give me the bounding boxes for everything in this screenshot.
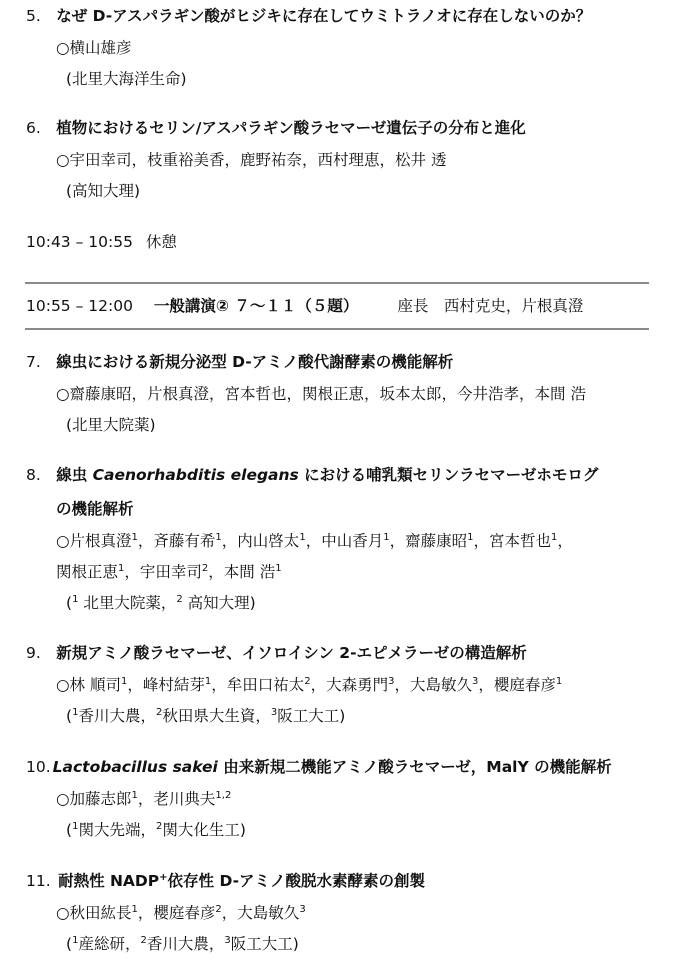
affil-sup: 1 (72, 820, 79, 832)
entry-affiliation: (高知大理) (66, 182, 141, 200)
author-name: ，大森勇門 (310, 676, 389, 694)
entry-authors-line1 (56, 531, 573, 551)
entry-title-species: Caenorhabditis elegans (92, 466, 299, 484)
affil-sup: 2 (155, 706, 163, 718)
author-name: ，峰村結芽 (127, 676, 205, 694)
entry-title-text: なぜ D-アスパラギン酸がヒジキに存在してウミトラノオに存在しないのか？ (56, 7, 592, 25)
entry-title (26, 118, 526, 138)
author-name: ，大島敏久 (221, 904, 300, 922)
entry-title-post: 依存性 D-アミノ酸脱水素酵素の創製 (167, 872, 426, 890)
author-sup: 1 (550, 531, 558, 543)
session-chair: 座長 西村克史，片根真澄 (397, 297, 584, 315)
entry-authors-line2 (56, 562, 282, 582)
entry-title-pre: 耐熱性 NADP (58, 872, 160, 890)
affil-text: 産総研， (78, 935, 141, 953)
author-sup: 1 (299, 531, 306, 543)
entry-title-pre: 線虫 (56, 466, 93, 484)
entry-affiliation (66, 706, 345, 726)
entry-title-line2: の機能解析 (56, 500, 134, 518)
affil-sup: 1 (72, 706, 79, 718)
entry-affiliation: (北里大院薬) (66, 416, 156, 434)
author-name: ○加藤志郎 (56, 790, 132, 808)
session-time: 10:55 – 12:00 (26, 297, 133, 315)
entry-authors (56, 675, 562, 695)
affil-sup: 1 (72, 593, 79, 605)
entry-number: 7. (26, 353, 41, 371)
author-name: ，宇田幸司 (124, 563, 202, 581)
author-name: ，本間 浩 (208, 563, 276, 581)
affil-sup: 2 (140, 934, 147, 946)
author-name: ，中山香月 (305, 532, 384, 550)
session-rule-top (25, 282, 649, 284)
author-name: ，宮本哲也 (473, 532, 551, 550)
author-sup: 1 (131, 531, 138, 543)
author-sup: 1 (131, 789, 138, 801)
author-sup: 1 (131, 903, 138, 915)
author-sup: 1 (383, 531, 390, 543)
entry-title-text: 植物におけるセリン/アスパラギン酸ラセマーゼ遺伝子の分布と進化 (56, 119, 526, 137)
author-sup: 2 (201, 562, 209, 574)
author-name: ，斉藤有希 (137, 532, 216, 550)
author-name: ，牟田口祐太 (211, 676, 305, 694)
entry-title-post: 由来新規二機能アミノ酸ラセマーゼ，MalY の機能解析 (217, 758, 612, 776)
author-sup: 1 (467, 531, 474, 543)
entry-title (26, 465, 598, 485)
author-sup: 1 (120, 675, 128, 687)
break-row (26, 232, 177, 252)
affil-paren: ( (66, 594, 73, 612)
session-name: 一般講演② ７～１１（５題） (153, 297, 359, 315)
affil-sup: 3 (270, 706, 278, 718)
author-sup: 3 (388, 675, 395, 687)
entry-title (26, 871, 425, 891)
author-name: ，老川典夫 (137, 790, 216, 808)
session-header (26, 296, 583, 316)
entry-authors: ○齋藤康昭，片根真澄，宮本哲也，関根正恵，坂本太郎，今井浩孝，本間 浩 (56, 385, 586, 403)
author-name: ，大島敏久 (394, 676, 473, 694)
affil-sup: 2 (155, 820, 163, 832)
author-name: ，齋藤康昭 (389, 532, 468, 550)
entry-authors (56, 903, 306, 923)
affil-paren: ( (66, 707, 73, 725)
author-name: ○秋田紘長 (56, 904, 132, 922)
entry-title-text: 新規アミノ酸ラセマーゼ、イソロイシン 2-エピメラーゼの構造解析 (56, 644, 527, 662)
author-name: 関根正恵 (56, 563, 119, 581)
break-time: 10:43 – 10:55 (26, 233, 133, 251)
author-name: ，櫻庭春彦 (137, 904, 216, 922)
entry-affiliation (66, 934, 299, 954)
author-sup: 1,2 (215, 789, 232, 801)
break-label: 休憩 (145, 233, 177, 251)
author-sup: 3 (472, 675, 479, 687)
affil-sup: 1 (72, 934, 79, 946)
author-sup: 3 (299, 903, 306, 915)
affil-text: 関大化生工) (162, 821, 246, 839)
affil-paren: ( (66, 935, 73, 953)
affil-text: 阪工大工) (230, 935, 299, 953)
session-rule-bottom (25, 328, 649, 330)
affil-text: 秋田県大生資， (162, 707, 271, 725)
entry-title (26, 757, 612, 777)
affil-sup: 2 (176, 593, 183, 605)
entry-authors: ○横山雄彦 (56, 39, 132, 57)
entry-authors: ○宇田幸司，枝重裕美香，鹿野祐奈，西村理恵，松井 透 (56, 151, 447, 169)
entry-number: 5. (26, 7, 41, 25)
author-name: ○片根真澄 (56, 532, 132, 550)
entry-affiliation (66, 820, 246, 840)
author-sup: 1 (215, 531, 222, 543)
affil-text: 阪工大工) (277, 707, 346, 725)
entry-title-text: 線虫における新規分泌型 D-アミノ酸代謝酵素の機能解析 (56, 353, 454, 371)
affil-text: 香川大農， (146, 935, 225, 953)
author-sup: 2 (304, 675, 311, 687)
author-sup: 1 (555, 675, 563, 687)
entry-title (26, 6, 591, 26)
entry-authors (56, 789, 231, 809)
entry-number: 10. (26, 758, 51, 776)
author-sup: 1 (118, 562, 125, 574)
affil-text: 香川大農， (78, 707, 156, 725)
entry-number: 8. (26, 466, 41, 484)
entry-number: 9. (26, 644, 41, 662)
affil-paren: ( (66, 821, 73, 839)
entry-affiliation: (北里大海洋生命) (66, 70, 187, 88)
author-name: ，櫻庭春彦 (478, 676, 556, 694)
author-sup: 2 (215, 903, 222, 915)
author-sup: 1 (204, 675, 212, 687)
entry-title (26, 643, 527, 663)
entry-affiliation (66, 593, 256, 613)
entry-title-sup: + (159, 871, 168, 883)
author-sep: ， (557, 532, 573, 550)
entry-title (26, 352, 453, 372)
author-name: ○林 順司 (56, 676, 121, 694)
affil-text: 関大先端， (78, 821, 156, 839)
entry-number: 11. (26, 872, 51, 890)
author-name: ，内山啓太 (221, 532, 300, 550)
affil-sup: 3 (224, 934, 231, 946)
entry-title-species: Lactobacillus sakei (52, 758, 218, 776)
entry-title-post: における哺乳類セリンラセマーゼホモログ (298, 466, 599, 484)
affil-text: 北里大院薬， (78, 594, 177, 612)
affil-text: 高知大理) (182, 594, 256, 612)
author-sup: 1 (275, 562, 282, 574)
entry-number: 6. (26, 119, 41, 137)
